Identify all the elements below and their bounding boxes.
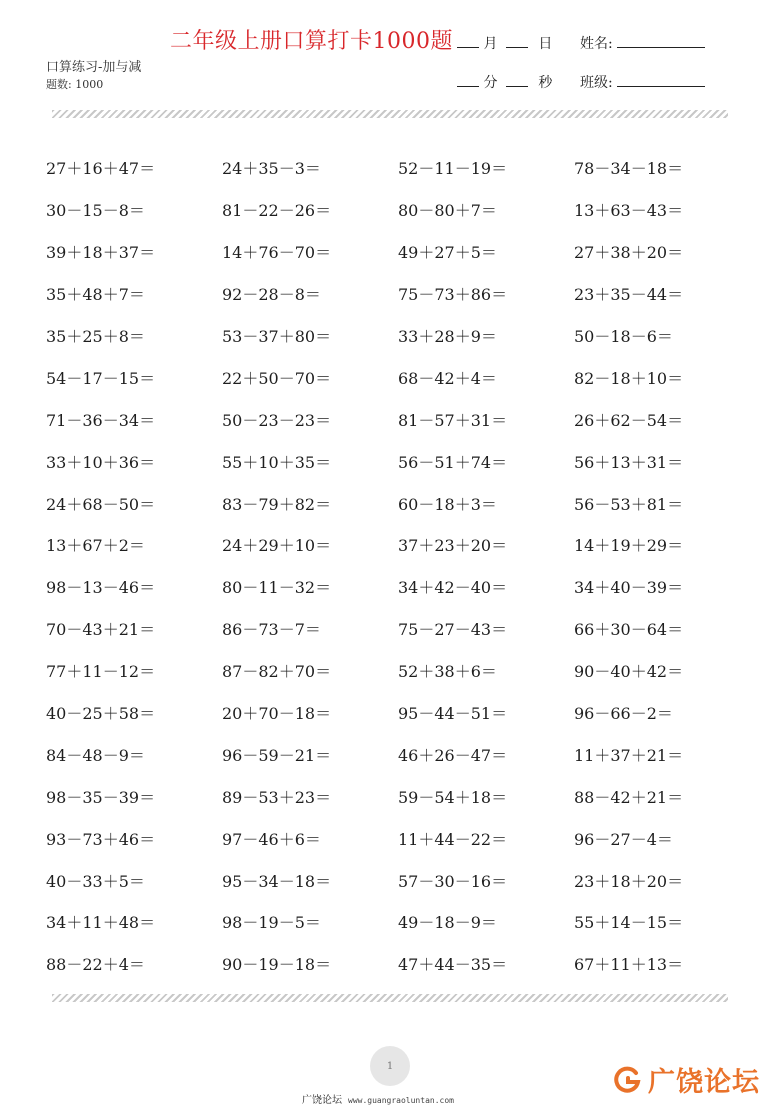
bottom-divider xyxy=(52,994,728,1002)
time-field xyxy=(457,72,552,92)
problem-item: 93－73＋46＝ xyxy=(46,829,156,849)
problem-item: 22＋50－70＝ xyxy=(222,368,332,388)
problem-row xyxy=(46,608,724,650)
problem-item: 59－54＋18＝ xyxy=(398,787,508,807)
problem-row xyxy=(46,398,724,440)
logo-g-icon xyxy=(612,1065,642,1095)
problem-item: 86－73－7＝ xyxy=(222,620,321,640)
problem-item: 35＋48＋7＝ xyxy=(46,285,145,305)
site-url[interactable]: www.guangraoluntan.com xyxy=(348,1096,454,1105)
problem-row xyxy=(46,901,724,943)
class-field xyxy=(580,72,705,92)
problem-row xyxy=(46,817,724,859)
problem-row xyxy=(46,315,724,357)
problem-row xyxy=(46,692,724,734)
problem-item: 88－42＋21＝ xyxy=(574,787,684,807)
minute-label: 分 xyxy=(483,75,498,91)
problem-item: 27＋16＋47＝ xyxy=(46,159,156,179)
problem-item: 24＋35－3＝ xyxy=(222,159,321,179)
class-blank[interactable] xyxy=(617,72,705,87)
problem-item: 49－18－9＝ xyxy=(398,913,497,933)
problem-item: 40－33＋5＝ xyxy=(46,871,145,891)
problem-item: 39＋18＋37＝ xyxy=(46,243,156,263)
worksheet-subtitle: 口算练习-加与减 xyxy=(46,60,142,75)
class-label: 班级: xyxy=(580,75,613,91)
problem-item: 27＋38＋20＝ xyxy=(574,243,684,263)
problem-item: 34＋40－39＝ xyxy=(574,578,684,598)
problem-item: 67＋11＋13＝ xyxy=(574,955,684,975)
problem-item: 47＋44－35＝ xyxy=(398,955,508,975)
problem-item: 84－48－9＝ xyxy=(46,745,145,765)
problem-item: 92－28－8＝ xyxy=(222,285,321,305)
problem-item: 26＋62－54＝ xyxy=(574,410,684,430)
problem-item: 97－46＋6＝ xyxy=(222,829,321,849)
problem-item: 33＋28＋9＝ xyxy=(398,327,497,346)
problem-row xyxy=(46,650,724,692)
problem-item: 53－37＋80＝ xyxy=(222,327,332,346)
problem-grid xyxy=(46,147,724,985)
problem-row xyxy=(46,733,724,775)
name-blank[interactable] xyxy=(617,33,705,48)
problem-item: 13＋67＋2＝ xyxy=(46,536,145,556)
problem-item: 66＋30－64＝ xyxy=(574,620,684,640)
problem-item: 98－35－39＝ xyxy=(46,787,156,807)
problem-item: 23＋35－44＝ xyxy=(574,285,684,305)
problem-item: 55＋10＋35＝ xyxy=(222,452,332,472)
problem-item: 82－18＋10＝ xyxy=(574,368,684,388)
problem-item: 37＋23＋20＝ xyxy=(398,536,508,556)
problem-row xyxy=(46,566,724,608)
minute-blank[interactable] xyxy=(457,72,479,87)
problem-row xyxy=(46,440,724,482)
problem-item: 60－18＋3＝ xyxy=(398,494,497,514)
problem-item: 24＋68－50＝ xyxy=(46,494,156,514)
problem-item: 90－40＋42＝ xyxy=(574,662,684,682)
problem-item: 98－19－5＝ xyxy=(222,913,321,933)
problem-row xyxy=(46,482,724,524)
problem-item: 96－66－2＝ xyxy=(574,704,673,724)
problem-item: 23＋18＋20＝ xyxy=(574,871,684,891)
name-field xyxy=(580,33,705,53)
problem-item: 35＋25＋8＝ xyxy=(46,327,145,346)
problem-item: 50－18－6＝ xyxy=(574,327,673,346)
second-blank[interactable] xyxy=(506,72,528,87)
problem-item: 11＋44－22＝ xyxy=(398,829,508,849)
problem-item: 70－43＋21＝ xyxy=(46,620,156,640)
problem-item: 80－11－32＝ xyxy=(222,578,332,598)
problem-row xyxy=(46,273,724,315)
problem-item: 56＋13＋31＝ xyxy=(574,452,684,472)
problem-item: 75－27－43＝ xyxy=(398,620,508,640)
problem-item: 96－59－21＝ xyxy=(222,745,332,765)
problem-item: 54－17－15＝ xyxy=(46,368,156,388)
month-label: 月 xyxy=(483,36,498,52)
day-blank[interactable] xyxy=(506,33,528,48)
problem-item: 14＋76－70＝ xyxy=(222,243,332,263)
forum-logo xyxy=(612,1060,760,1099)
question-count: 题数: 1000 xyxy=(46,78,104,91)
problem-item: 14＋19＋29＝ xyxy=(574,536,684,556)
problem-item: 34＋42－40＝ xyxy=(398,578,508,598)
problem-item: 52＋38＋6＝ xyxy=(398,662,497,682)
problem-row xyxy=(46,943,724,985)
problem-item: 78－34－18＝ xyxy=(574,159,684,179)
problem-item: 89－53＋23＝ xyxy=(222,787,332,807)
problem-item: 55＋14－15＝ xyxy=(574,913,684,933)
problem-item: 40－25＋58＝ xyxy=(46,704,156,724)
problem-item: 87－82＋70＝ xyxy=(222,662,332,682)
problem-item: 24＋29＋10＝ xyxy=(222,536,332,556)
problem-item: 20＋70－18＝ xyxy=(222,704,332,724)
logo-text: 广饶论坛 xyxy=(648,1067,760,1098)
problem-row xyxy=(46,147,724,189)
problem-item: 56－53＋81＝ xyxy=(574,494,684,514)
problem-item: 80－80＋7＝ xyxy=(398,201,497,221)
problem-item: 77＋11－12＝ xyxy=(46,662,156,682)
problem-item: 56－51＋74＝ xyxy=(398,452,508,472)
problem-item: 95－34－18＝ xyxy=(222,871,332,891)
problem-row xyxy=(46,775,724,817)
problem-item: 98－13－46＝ xyxy=(46,578,156,598)
problem-item: 11＋37＋21＝ xyxy=(574,745,684,765)
problem-row xyxy=(46,356,724,398)
problem-row xyxy=(46,189,724,231)
problem-item: 52－11－19＝ xyxy=(398,159,508,179)
problem-item: 81－22－26＝ xyxy=(222,201,332,221)
name-label: 姓名: xyxy=(580,36,613,52)
problem-item: 95－44－51＝ xyxy=(398,704,508,724)
problem-item: 57－30－16＝ xyxy=(398,871,508,891)
problem-item: 90－19－18＝ xyxy=(222,955,332,975)
problem-item: 83－79＋82＝ xyxy=(222,494,332,514)
date-field xyxy=(457,33,552,53)
problem-item: 13＋63－43＝ xyxy=(574,201,684,221)
problem-row xyxy=(46,231,724,273)
problem-item: 88－22＋4＝ xyxy=(46,955,145,975)
top-divider xyxy=(52,110,728,118)
problem-item: 68－42＋4＝ xyxy=(398,368,497,388)
month-blank[interactable] xyxy=(457,33,479,48)
problem-item: 30－15－8＝ xyxy=(46,201,145,221)
forum-name: 广饶论坛 xyxy=(302,1095,342,1106)
problem-item: 34＋11＋48＝ xyxy=(46,913,156,933)
page-title: 二年级上册口算打卡1000题 xyxy=(170,29,453,54)
problem-item: 81－57＋31＝ xyxy=(398,410,508,430)
problem-item: 46＋26－47＝ xyxy=(398,745,508,765)
problem-item: 96－27－4＝ xyxy=(574,829,673,849)
problem-item: 71－36－34＝ xyxy=(46,410,156,430)
problem-item: 50－23－23＝ xyxy=(222,410,332,430)
problem-item: 75－73＋86＝ xyxy=(398,285,508,305)
problem-row xyxy=(46,859,724,901)
problem-row xyxy=(46,524,724,566)
page-number: 1 xyxy=(370,1046,410,1086)
problem-item: 49＋27＋5＝ xyxy=(398,243,497,263)
day-label: 日 xyxy=(538,36,553,52)
problem-item: 33＋10＋36＝ xyxy=(46,452,156,472)
second-label: 秒 xyxy=(538,75,553,91)
